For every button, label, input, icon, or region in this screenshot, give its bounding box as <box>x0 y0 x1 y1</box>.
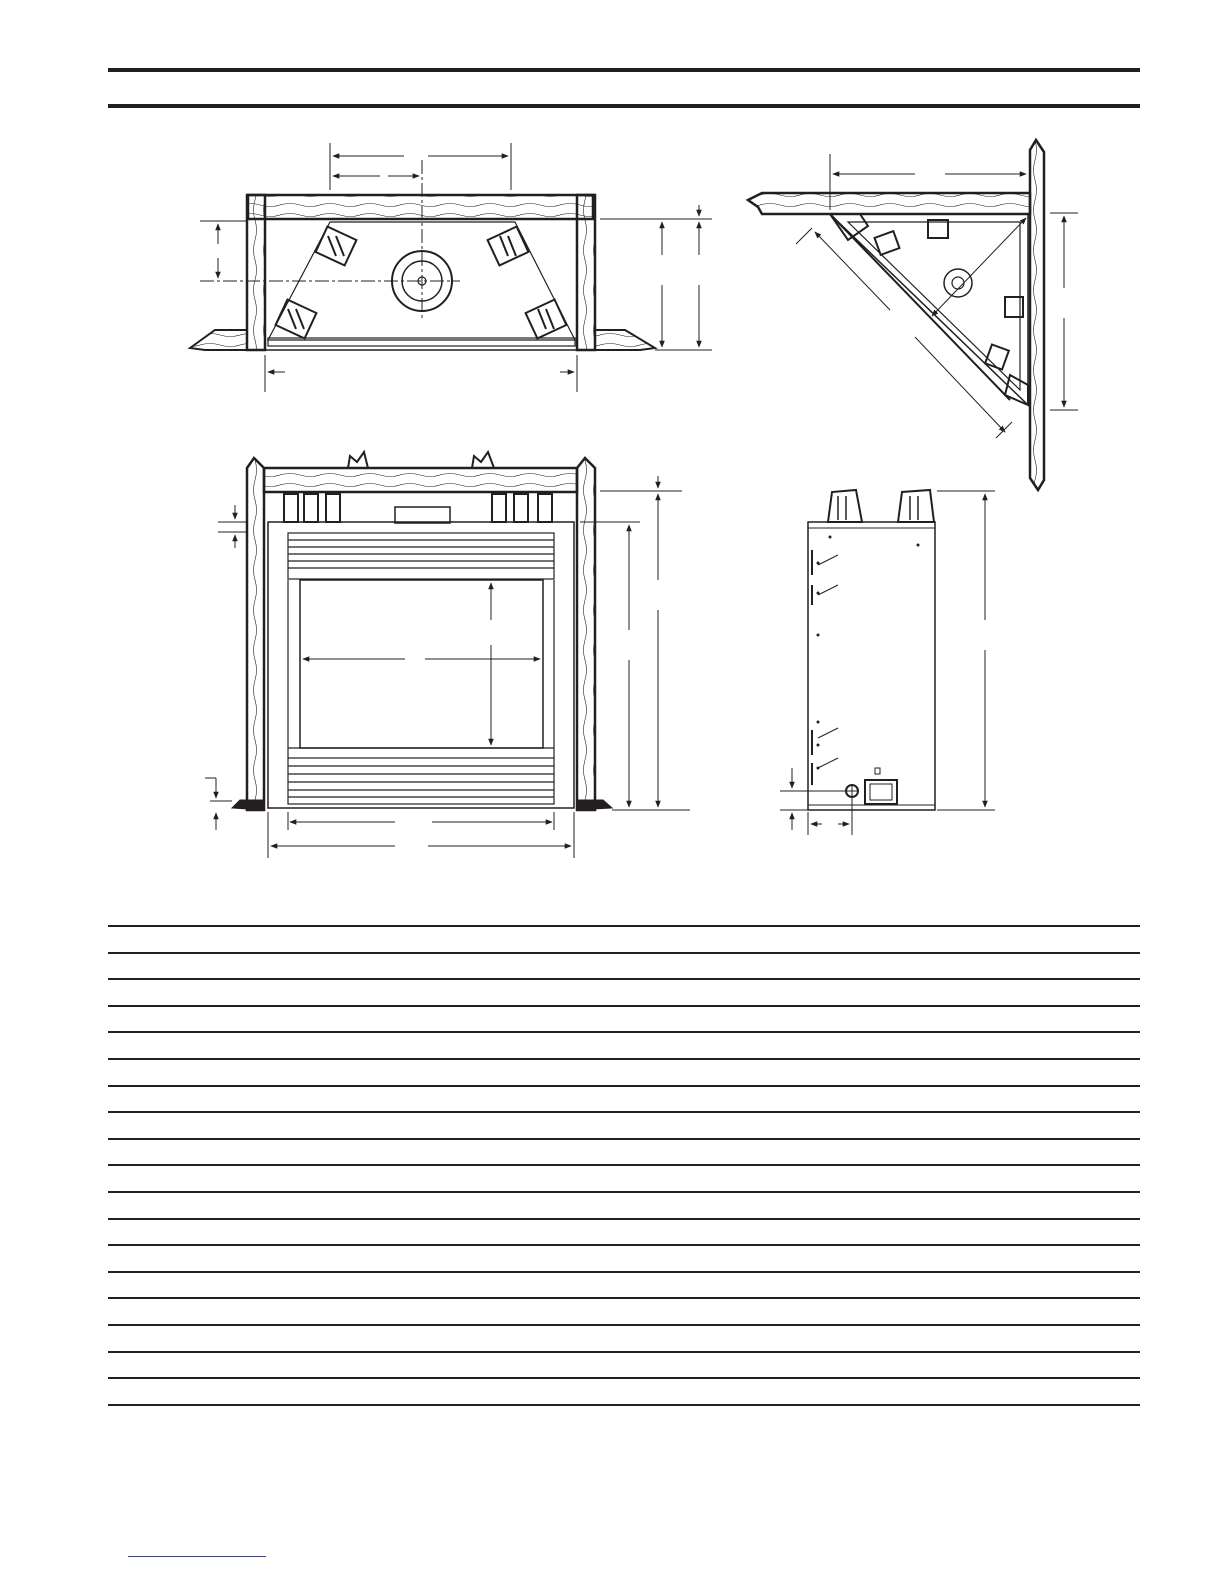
top-right-stud <box>577 195 595 350</box>
front-standoff-brackets <box>284 494 552 522</box>
side-body <box>808 522 935 810</box>
fireplace-corner-view-drawing <box>748 140 1078 490</box>
front-header-joist-left <box>348 452 368 468</box>
fireplace-front-view-drawing <box>205 452 690 858</box>
front-glass-opening <box>300 580 543 748</box>
fireplace-side-view-drawing <box>780 490 995 835</box>
corner-firebox <box>830 214 1028 405</box>
front-floor-right <box>577 800 612 810</box>
front-louvres-top <box>288 533 554 579</box>
top-left-floor <box>190 330 247 350</box>
front-header-joist-right <box>472 452 494 468</box>
side-rivets <box>817 536 920 770</box>
table-row-rule <box>108 1218 1140 1220</box>
table-row-rule <box>108 1191 1140 1193</box>
table-row-rule <box>108 1005 1140 1007</box>
table-row-rule <box>108 1164 1140 1166</box>
corner-front-edge <box>830 214 1010 400</box>
table-row-rule <box>108 1058 1140 1060</box>
table-row-rule <box>108 1351 1140 1353</box>
table-row-rule <box>108 1111 1140 1113</box>
table-row-rule <box>108 1085 1140 1087</box>
front-louvres-bottom <box>288 758 554 804</box>
corner-block-right <box>1005 375 1028 405</box>
table-row-rule <box>108 1297 1140 1299</box>
table-row-rule <box>108 925 1140 927</box>
corner-wall-vertical <box>1030 140 1044 490</box>
corner-firebox-inner <box>848 222 1020 390</box>
table-row-rule <box>108 1138 1140 1140</box>
fireplace-top-view-drawing <box>190 143 712 392</box>
side-vent-left <box>828 490 862 522</box>
table-row-rule <box>108 978 1140 980</box>
top-front-plate <box>268 338 575 346</box>
table-row-rule <box>108 952 1140 954</box>
corner-wall-horizontal <box>748 193 1030 214</box>
table-row-rule <box>108 1244 1140 1246</box>
footer-link-underline[interactable] <box>128 1556 266 1557</box>
front-left-stud <box>247 458 264 810</box>
table-row-rule <box>108 1271 1140 1273</box>
table-row-rule <box>108 1324 1140 1326</box>
table-row-rule <box>108 1404 1140 1406</box>
front-header-lumber <box>264 468 577 492</box>
side-vent-right <box>898 490 934 522</box>
front-floor-left <box>232 800 264 810</box>
corner-vent-outer <box>944 269 972 297</box>
top-right-floor <box>595 330 655 350</box>
corner-vent-inner <box>952 277 964 289</box>
top-header-lumber <box>248 195 593 219</box>
front-surround <box>268 522 574 808</box>
front-right-stud <box>577 458 595 810</box>
corner-standoff-brackets <box>875 220 1023 369</box>
front-vent-collar <box>395 507 450 523</box>
top-left-stud <box>247 195 265 350</box>
table-row-rule <box>108 1377 1140 1379</box>
top-standoff-brackets <box>276 227 567 339</box>
table-row-rule <box>108 1031 1140 1033</box>
dimension-table <box>108 920 1140 1440</box>
